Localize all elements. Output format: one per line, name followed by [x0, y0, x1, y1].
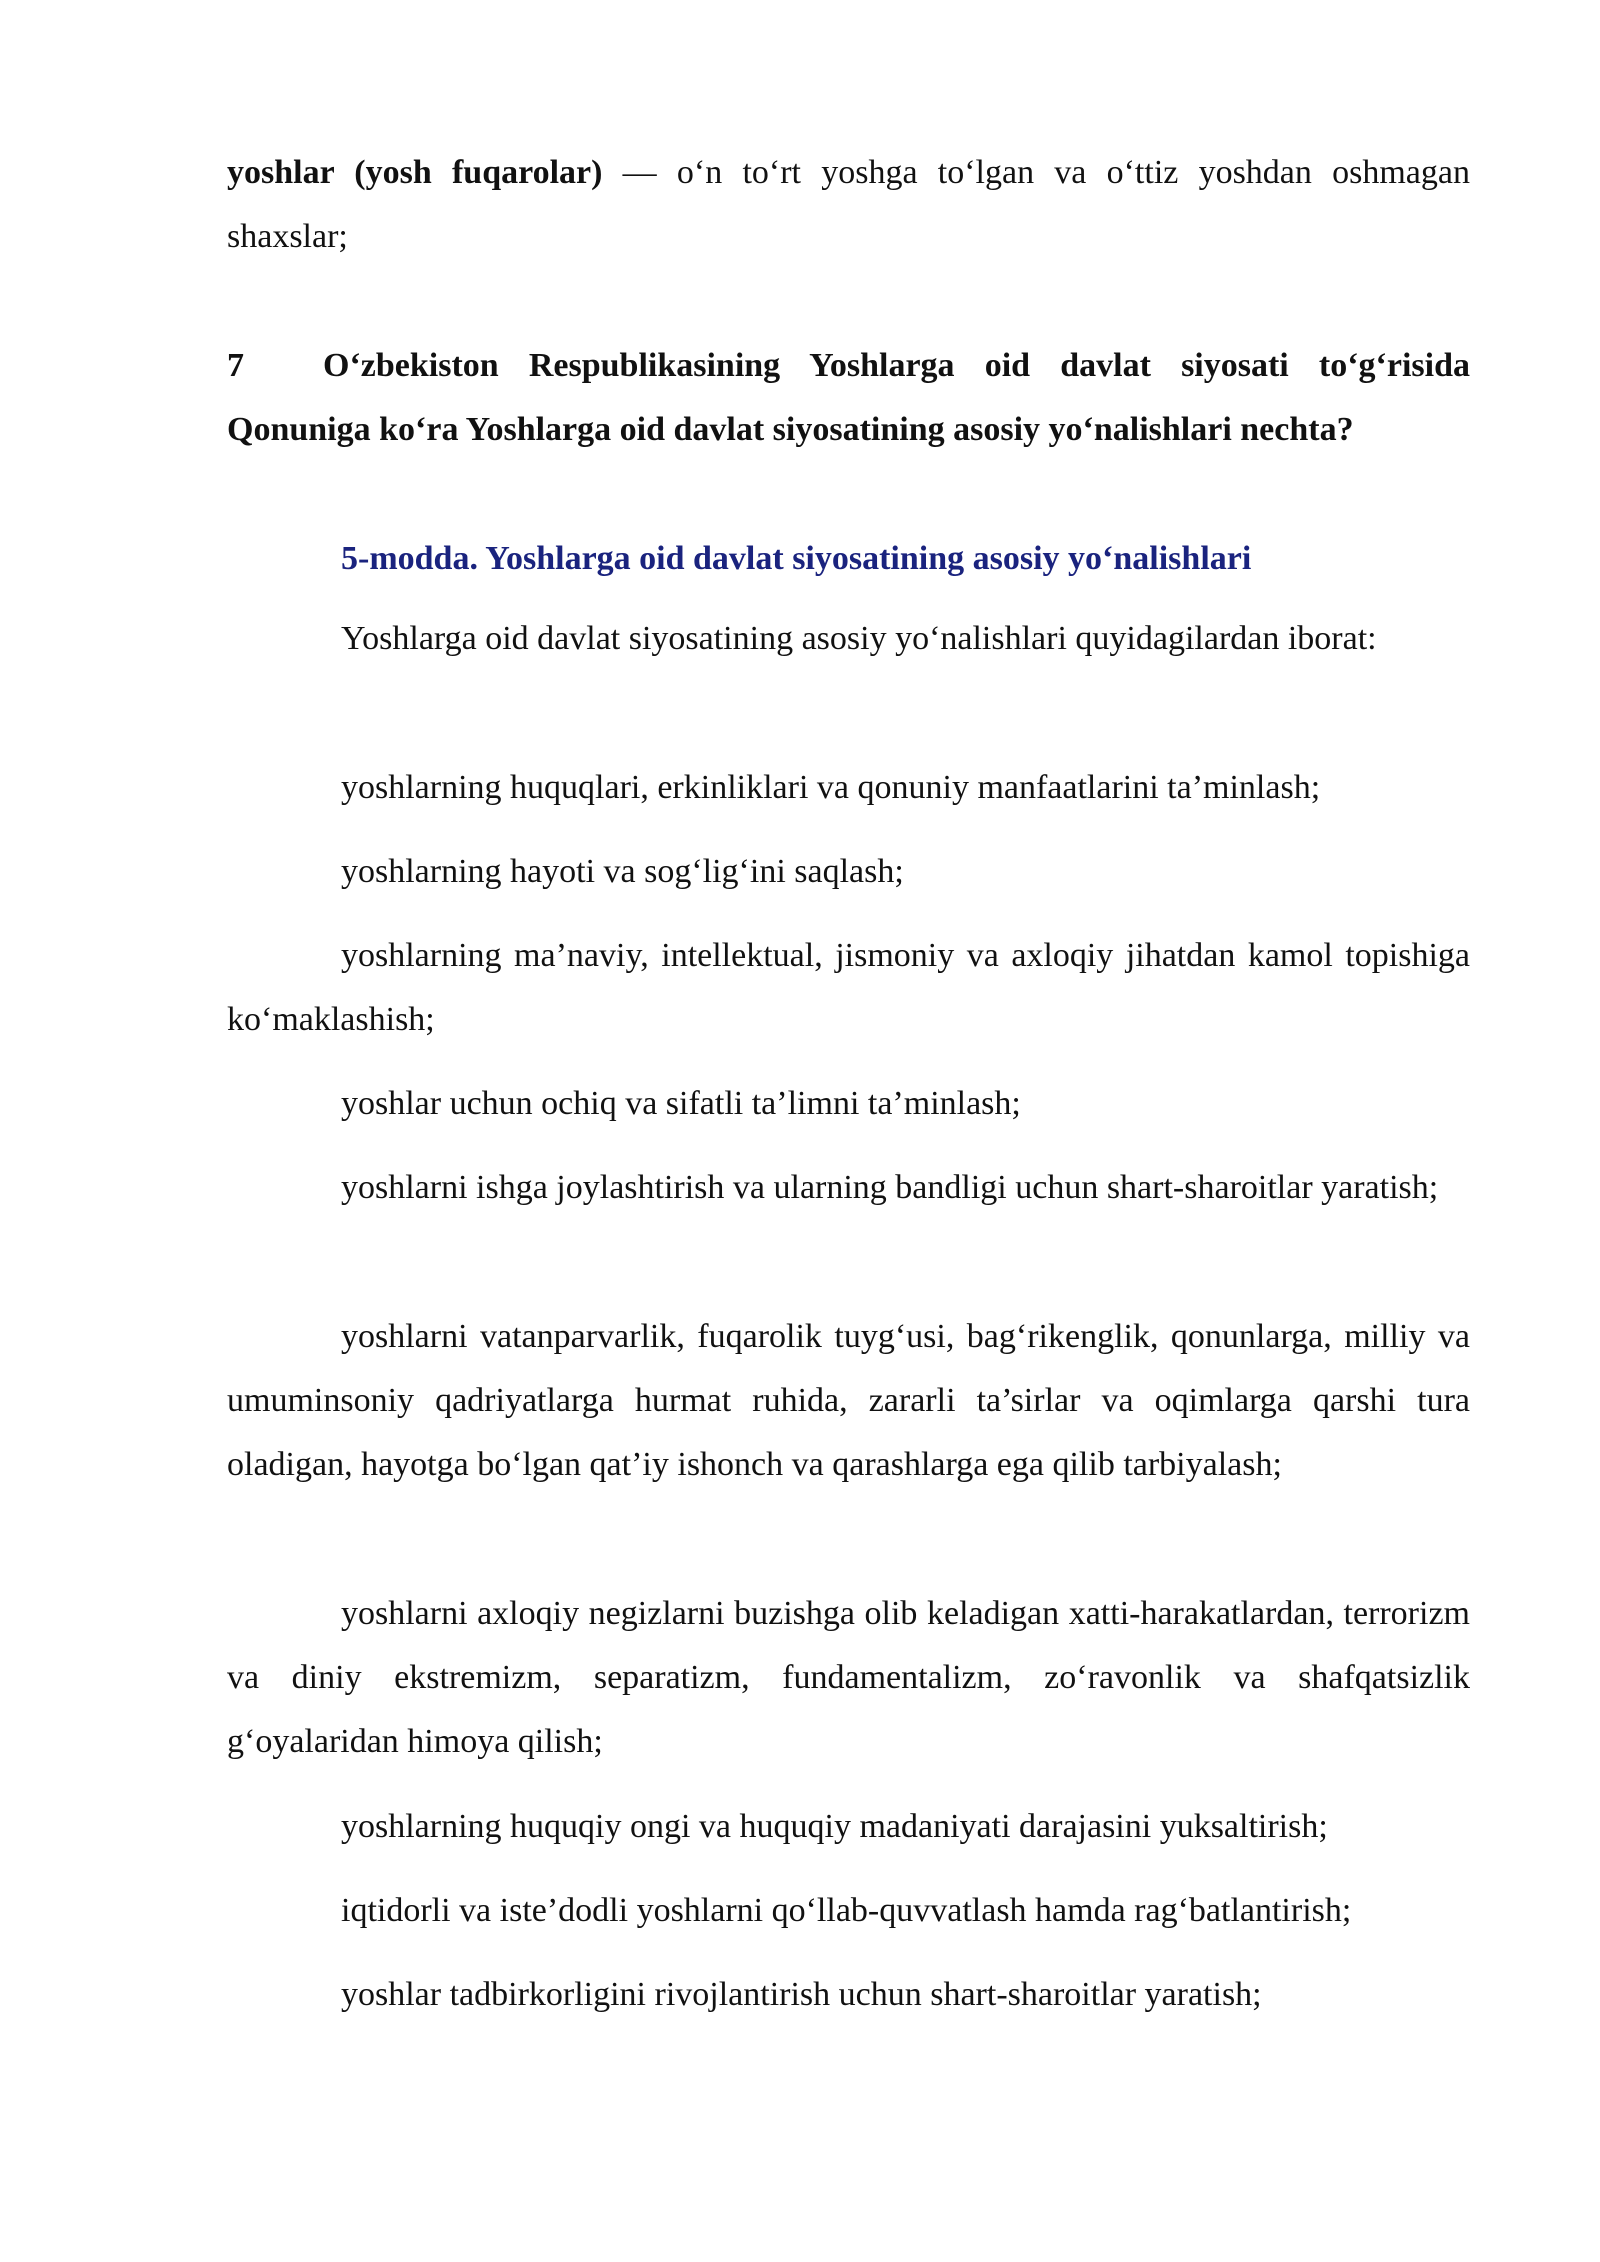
question-number: 7 [227, 347, 244, 384]
list-item: yoshlarning huquqlari, erkinliklari va qonuniy manfaatlarini ta’minlash; [341, 769, 1321, 806]
question-text: O‘zbekiston Respublikasining Yoshlarga oid davlat siyosati to‘g‘risida Qonuniga ko‘ra Yoshlarga oid davlat siyosatining asosiy yo‘nalishlari nechta? [227, 347, 1470, 448]
list-item: yoshlar uchun ochiq va sifatli ta’limni ta’minlash; [341, 1085, 1021, 1122]
list-item: yoshlarni axloqiy negizlarni buzishga olib keladigan xatti-harakatlardan, terrorizm va diniy ekstremizm, separatizm, fundamentalizm, zo‘ravonlik va shafqatsizlik g‘oyalaridan himoya qilish; [227, 1595, 1470, 1760]
definition-text: — o‘n to‘rt yoshga to‘lgan va o‘ttiz yoshdan oshmagan shaxslar; [227, 154, 1470, 255]
definition-paragraph [227, 141, 1470, 269]
question-paragraph [227, 334, 1470, 462]
definition-term: yoshlar (yosh fuqarolar) [227, 154, 603, 191]
article-intro: Yoshlarga oid davlat siyosatining asosiy yo‘nalishlari quyidagilardan iborat: [341, 620, 1377, 657]
list-item: yoshlarning ma’naviy, intellektual, jismoniy va axloqiy jihatdan kamol topishiga ko‘maklashish; [227, 937, 1470, 1038]
list-item: yoshlarning hayoti va sog‘lig‘ini saqlash; [341, 853, 904, 890]
list-item: yoshlarni vatanparvarlik, fuqarolik tuyg‘usi, bag‘rikenglik, qonunlarga, milliy va umuminsoniy qadriyatlarga hurmat ruhida, zararli ta’sirlar va oqimlarga qarshi tura oladigan, hayotga bo‘lgan qat’iy ishonch va qarashlarga ega qilib tarbiyalash; [227, 1318, 1470, 1483]
list-item: yoshlarni ishga joylashtirish va ularning bandligi uchun shart-sharoitlar yaratish; [341, 1169, 1439, 1206]
article-title: 5-modda. Yoshlarga oid davlat siyosatining asosiy yo‘nalishlari [341, 540, 1252, 577]
list-item: yoshlar tadbirkorligini rivojlantirish uchun shart-sharoitlar yaratish; [341, 1976, 1262, 2013]
list-item: iqtidorli va iste’dodli yoshlarni qo‘llab-quvvatlash hamda rag‘batlantirish; [341, 1892, 1352, 1929]
list-item: yoshlarning huquqiy ongi va huquqiy madaniyati darajasini yuksaltirish; [341, 1808, 1328, 1845]
